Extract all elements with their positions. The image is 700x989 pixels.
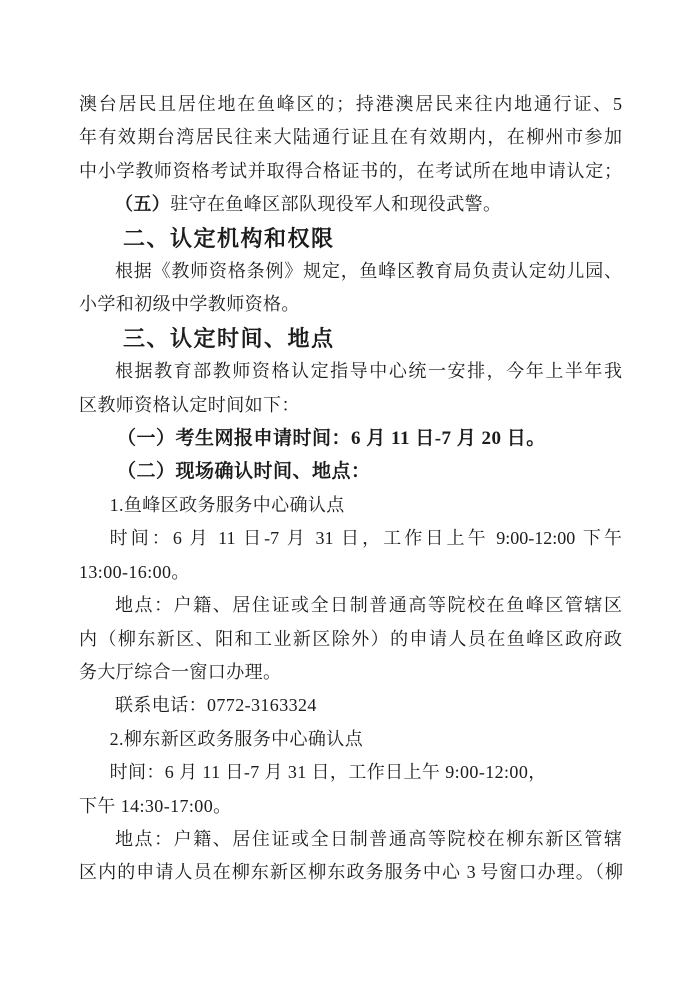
confirm-point-1-title: 1.鱼峰区政务服务中心确认点 [109, 494, 345, 515]
confirm-point-1-time: 时间：6 月 11 日-7 月 31 日，工作日上午 9:00-12:00 下午 [109, 528, 622, 549]
body-text-line: 中小学教师资格考试并取得合格证书的，在考试所在地申请认定； [79, 160, 622, 181]
confirm-point-1-place-cont: 内（柳东新区、阳和工业新区除外）的申请人员在鱼峰区政府政 [79, 628, 622, 649]
confirm-point-2-place: 地点：户籍、居住证或全日制普通高等院校在柳东新区管辖 [115, 828, 622, 849]
document-body [79, 88, 622, 890]
section-heading-3: 三、认定时间、地点 [123, 325, 335, 351]
body-text-line: 澳台居民且居住地在鱼峰区的；持港澳居民来往内地通行证、5 [79, 94, 622, 114]
body-text-line: 区教师资格认定时间如下： [79, 394, 300, 415]
contact-phone: 联系电话：0772-3163324 [115, 695, 317, 716]
confirm-point-1-time-cont: 13:00-16:00。 [79, 561, 190, 582]
confirm-point-2-place-cont: 区内的申请人员在柳东新区柳东政务服务中心 3 号窗口办理。（柳 [79, 862, 622, 883]
confirm-point-1-place-cont: 务大厅综合一窗口办理。 [79, 661, 282, 682]
list-item-5 [79, 188, 622, 221]
subitem-1-online-application-time: （一）考生网报申请时间：6 月 11 日-7 月 20 日。 [117, 428, 546, 450]
list-item-5-marker: （五） [115, 194, 171, 215]
subitem-2-onsite-confirmation: （二）现场确认时间、地点： [117, 461, 371, 483]
body-text-line: 根据《教师资格条例》规定，鱼峰区教育局负责认定幼儿园、 [115, 261, 622, 282]
body-text-line: 根据教育部教师资格认定指导中心统一安排，今年上半年我 [115, 361, 622, 382]
body-text-line: 小学和初级中学教师资格。 [79, 294, 300, 315]
confirm-point-2-title: 2.柳东新区政务服务中心确认点 [109, 728, 364, 749]
confirm-point-2-time: 时间：6 月 11 日-7 月 31 日，工作日上午 9:00-12:00， [109, 762, 547, 783]
list-item-5-text: 驻守在鱼峰区部队现役军人和现役武警。 [170, 194, 502, 215]
confirm-point-2-time-cont: 下午 14:30-17:00。 [79, 795, 232, 816]
section-heading-2: 二、认定机构和权限 [123, 225, 335, 251]
confirm-point-1-place: 地点：户籍、居住证或全日制普通高等院校在鱼峰区管辖区 [115, 595, 622, 616]
body-text-line: 年有效期台湾居民往来大陆通行证且在有效期内，在柳州市参加 [79, 127, 622, 148]
